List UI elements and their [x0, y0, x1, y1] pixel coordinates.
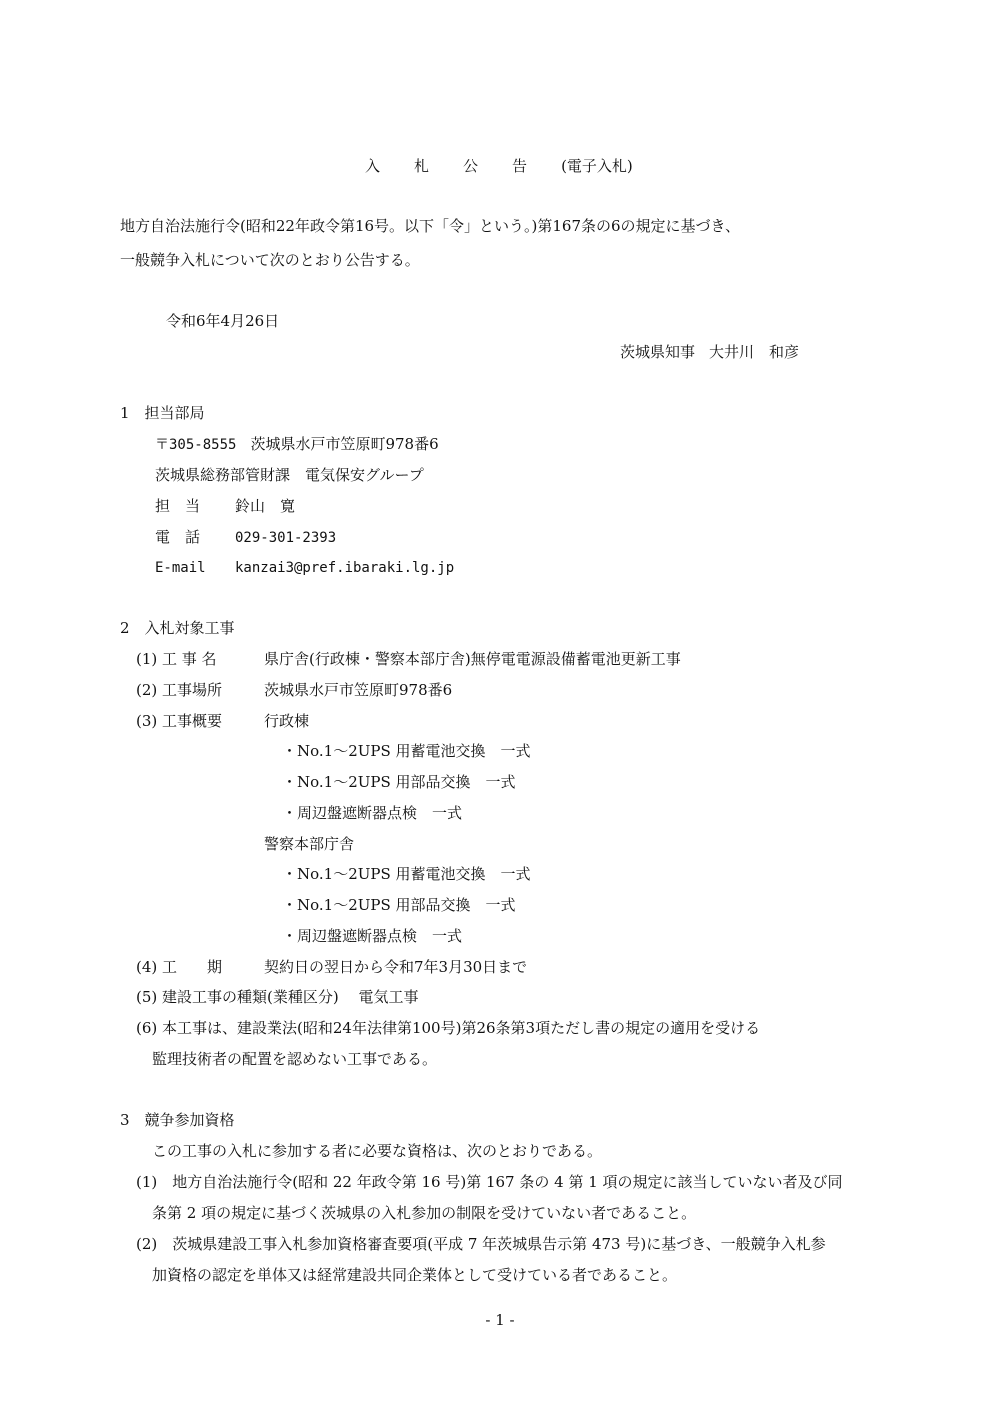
list-item: ・周辺盤遮断器点検 一式 — [282, 927, 463, 945]
work-name-value: 県庁舎(行政棟・警察本部庁舎)無停電電源設備蓄電池更新工事 — [264, 650, 681, 668]
title-char: 入 — [365, 157, 381, 175]
phone-row — [155, 527, 336, 548]
building-2-name: 警察本部庁舎 — [264, 835, 355, 853]
qualification-2-line-1: (2) 茨城県建設工事入札参加資格審査要項(平成 7 年茨城県告示第 473 号)に基づき、一般競争入札参 — [136, 1235, 826, 1253]
title-suffix: (電子入札) — [561, 157, 633, 175]
building-1-name: 行政棟 — [264, 712, 310, 730]
contact-value: 鈴山 寛 — [235, 497, 296, 515]
contact-label: 担 当 — [155, 497, 201, 515]
list-item: ・周辺盤遮断器点検 一式 — [282, 804, 463, 822]
section-2-heading: 2 入札対象工事 — [120, 619, 235, 637]
issuer-title: 茨城県知事 — [620, 343, 696, 361]
section-3-heading: 3 競争参加資格 — [120, 1111, 235, 1129]
qualification-2-line-2: 加資格の認定を単体又は経常建設共同企業体として受けている者であること。 — [152, 1266, 678, 1284]
page-number: - 1 - — [485, 1311, 515, 1329]
work-summary-row — [136, 711, 309, 731]
title-char: 公 — [463, 157, 479, 175]
address-line — [155, 434, 439, 455]
qualification-1-line-2: 条第 2 項の規定に基づく茨城県の入札参加の制限を受けていない者であること。 — [152, 1204, 697, 1222]
title-char: 札 — [414, 157, 430, 175]
issuer-name: 大井川 和彦 — [709, 343, 800, 361]
list-item: ・No.1～2UPS 用蓄電池交換 一式 — [282, 742, 531, 760]
phone-label: 電 話 — [155, 528, 201, 546]
work-summary-label: (3) 工事概要 — [136, 712, 223, 730]
email-row — [155, 557, 454, 578]
announcement-date: 令和6年4月26日 — [166, 312, 280, 330]
work-name-label: (1) 工 事 名 — [136, 650, 217, 668]
section-1-heading: 1 担当部局 — [120, 404, 205, 422]
work-note-line-1: (6) 本工事は、建設業法(昭和24年法律第100号)第26条第3項ただし書の規定の適用を受ける — [136, 1019, 761, 1037]
work-location-value: 茨城県水戸市笠原町978番6 — [264, 681, 453, 699]
work-type-row: (5) 建設工事の種類(業種区分) 電気工事 — [136, 988, 419, 1006]
contact-person-row — [155, 496, 295, 516]
work-period-value: 契約日の翌日から令和7年3月30日まで — [264, 958, 528, 976]
qualification-intro: この工事の入札に参加する者に必要な資格は、次のとおりである。 — [152, 1142, 603, 1160]
list-item: ・No.1～2UPS 用部品交換 一式 — [282, 773, 516, 791]
email-value: kanzai3@pref.ibaraki.lg.jp — [235, 560, 455, 576]
intro-line-2: 一般競争入札について次のとおり公告する。 — [120, 251, 420, 269]
work-period-row — [136, 957, 527, 977]
address: 茨城県水戸市笠原町978番6 — [250, 435, 439, 453]
department: 茨城県総務部管財課 電気保安グループ — [155, 466, 424, 484]
postal-code: 〒305-8555 — [155, 437, 237, 453]
work-location-row — [136, 680, 452, 700]
phone-value: 029-301-2393 — [235, 530, 337, 546]
work-note-line-2: 監理技術者の配置を認めない工事である。 — [152, 1050, 438, 1068]
work-location-label: (2) 工事場所 — [136, 681, 223, 699]
list-item: ・No.1～2UPS 用蓄電池交換 一式 — [282, 865, 531, 883]
qualification-1-line-1: (1) 地方自治法施行令(昭和 22 年政令第 16 号)第 167 条の 4 第 1 項の規定に該当していない者及び同 — [136, 1173, 843, 1191]
email-label: E-mail — [155, 560, 206, 576]
issuer — [620, 342, 799, 362]
work-name-row — [136, 649, 681, 669]
title-char: 告 — [512, 157, 528, 175]
intro-line-1: 地方自治法施行令(昭和22年政令第16号。以下「令」という。)第167条の6の規定に基づき、 — [120, 217, 740, 235]
work-period-label: (4) 工 期 — [136, 958, 223, 976]
list-item: ・No.1～2UPS 用部品交換 一式 — [282, 896, 516, 914]
document-title — [365, 156, 633, 176]
